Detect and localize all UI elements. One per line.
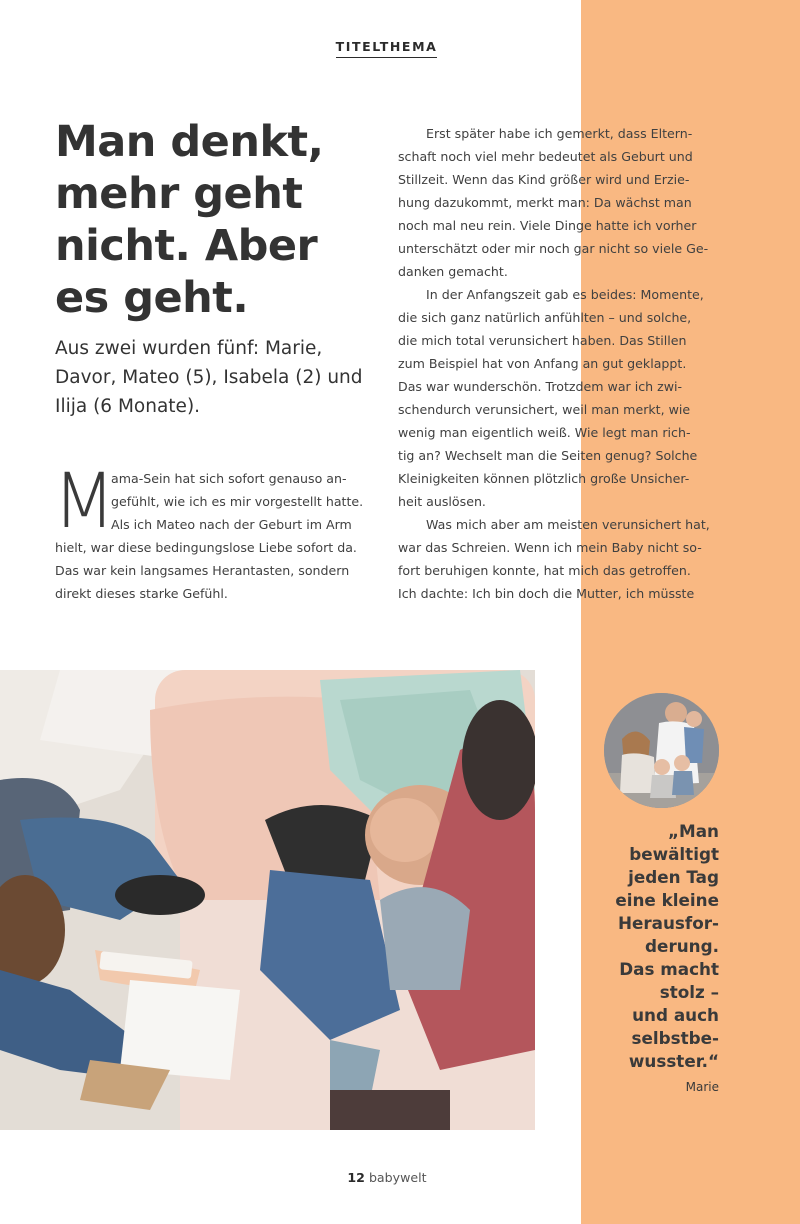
subhead-line: Davor, Mateo (5), Isabela (2) und (55, 367, 363, 388)
text-line: Das war wunderschön. Trotzdem war ich zwi- (398, 379, 683, 394)
pull-quote (598, 820, 719, 1073)
text-line: Ich dachte: Ich bin doch die Mutter, ich müsste (398, 586, 695, 601)
text-line: zum Beispiel hat von Anfang an gut geklappt. (398, 356, 687, 371)
family-portrait (604, 693, 719, 808)
text-line: war das Schreien. Wenn ich mein Baby nicht so- (398, 540, 702, 555)
text-line: Stillzeit. Wenn das Kind größer wird und Erzie- (398, 172, 690, 187)
magazine-name: babywelt (368, 1170, 427, 1185)
text-line: noch mal neu rein. Viele Dinge hatte ich vorher (398, 218, 697, 233)
lead-paragraph (53, 456, 377, 605)
quote-line: Herausfor- (617, 913, 719, 933)
quote-line: eine kleine (615, 890, 719, 910)
dropcap: M (53, 456, 116, 545)
quote-line: jeden Tag (628, 867, 719, 887)
headline-line: es geht. (55, 273, 249, 323)
section-label: TITELTHEMA (300, 39, 473, 58)
text-line: schendurch verunsichert, weil man merkt, wie (398, 402, 691, 417)
subhead (55, 334, 385, 421)
quote-line: wusster.“ (628, 1051, 719, 1071)
page-number: 12 (347, 1170, 365, 1185)
text-line: tig an? Wechselt man die Seiten genug? Solche (398, 448, 698, 463)
headline-line: Man denkt, (55, 117, 324, 167)
breastfeeding-photo (0, 670, 535, 1130)
quote-line: stolz – (659, 982, 719, 1002)
headline-line: mehr geht (55, 169, 303, 219)
text-line: danken gemacht. (398, 264, 508, 279)
text-line: wenig man eigentlich weiß. Wie legt man rich- (398, 425, 691, 440)
quote-author: Marie (685, 1080, 719, 1094)
quote-line: selbstbe- (631, 1028, 719, 1048)
text-line: Kleinigkeiten können plötzlich große Unsicher- (398, 471, 690, 486)
body-column (398, 122, 720, 605)
text-line: Als ich Mateo nach der Geburt im Arm (111, 517, 352, 532)
subhead-line: Aus zwei wurden fünf: Marie, (55, 338, 323, 359)
text-line: hielt, war diese bedingungslose Liebe sofort da. (55, 540, 357, 555)
text-line: gefühlt, wie ich es mir vorgestellt hatte. (111, 494, 364, 509)
quote-line: und auch (632, 1005, 719, 1025)
quote-line: „Man (668, 821, 719, 841)
headline-line: nicht. Aber (55, 221, 318, 271)
quote-line: derung. (645, 936, 719, 956)
text-line: die mich total verunsichert haben. Das Stillen (398, 333, 687, 348)
text-line: schaft noch viel mehr bedeutet als Geburt und (398, 149, 693, 164)
text-line: fort beruhigen konnte, hat mich das getroffen. (398, 563, 691, 578)
text-line: Erst später habe ich gemerkt, dass Eltern- (426, 126, 693, 141)
text-line: In der Anfangszeit gab es beides: Momente, (426, 287, 704, 302)
quote-line: bewältigt (629, 844, 719, 864)
text-line: ama-Sein hat sich sofort genauso an- (111, 471, 347, 486)
subhead-line: Ilija (6 Monate). (55, 396, 201, 417)
text-line: Das war kein langsames Herantasten, sondern (55, 563, 350, 578)
text-line: hung dazukommt, merkt man: Da wächst man (398, 195, 692, 210)
text-line: unterschätzt oder mir noch gar nicht so viele Ge- (398, 241, 709, 256)
quote-line: Das macht (619, 959, 719, 979)
text-line: die sich ganz natürlich anfühlten – und solche, (398, 310, 692, 325)
headline (55, 116, 375, 324)
text-line: heit auslösen. (398, 494, 486, 509)
page-footer (300, 1170, 474, 1185)
text-line: Was mich aber am meisten verunsichert hat, (426, 517, 710, 532)
text-line: direkt dieses starke Gefühl. (55, 586, 228, 601)
